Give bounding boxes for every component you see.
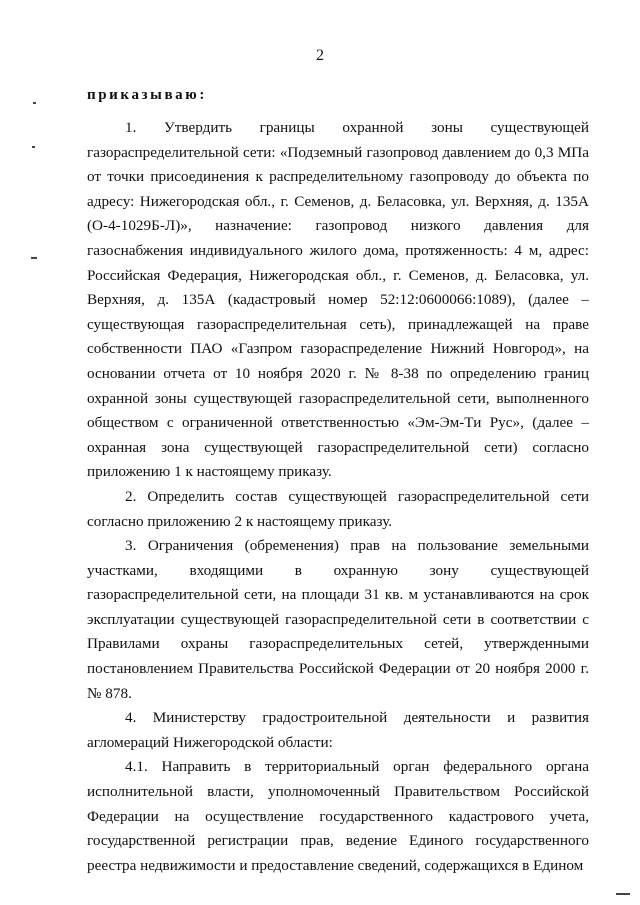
paragraph-4-1: 4.1. Направить в территориальный орган федерального органа исполнительной власти, уполномоченный Правительством Российской Федерации на осуществление государственного кадастрового учета, государственной регистрации прав, ведение Единого государственного реестра недвижимости и предоставление сведений, содержащихся в Едином bbox=[87, 758, 589, 874]
scan-mark bbox=[33, 102, 36, 104]
paragraph-1: 1. Утвердить границы охранной зоны существующей газораспределительной сети: «Подземный газопровод давлением до 0,3 МПа от точки присоединения к распределительному газопроводу до объекта по адресу: Нижегородская обл., г. Семенов, д. Беласовка, ул. Верхняя, д. 135А (О-4-1029Б-Л)», назначение: газопровод низкого давления для газоснабжения индивидуального жилого дома, протяженность: 4 м, адрес: Российская Федерация, Нижегородская обл., г. Семенов, д. Беласовка, ул. Верхняя, д. 135А (кадастровый номер 52:12:0600066:1089), (далее – существующая газораспределительная сеть), принадлежащей на праве собственности ПАО «Газпром газораспределение Нижний Новгород», на основании отчета от 10 ноября 2020 г. № 8-38 по определению границ охранной зоны существующей газораспределительной сети, выполненного обществом с ограниченной ответственностью «Эм-Эм-Ти Рус», (далее – охранная зона существующей газораспределительной сети) согласно приложению 1 к настоящему приказу. bbox=[87, 119, 589, 481]
scan-mark bbox=[32, 146, 35, 148]
scan-mark bbox=[616, 893, 630, 895]
page-number: 2 bbox=[316, 47, 324, 64]
document-body bbox=[87, 116, 589, 878]
paragraph-2: 2. Определить состав существующей газораспределительной сети согласно приложению 2 к настоящему приказу. bbox=[87, 487, 589, 530]
order-heading: приказываю: bbox=[87, 87, 207, 103]
scan-mark bbox=[31, 257, 37, 259]
paragraph-3: 3. Ограничения (обременения) прав на пользование земельными участками, входящими в охранную зону существующей газораспределительной сети, на площади 31 кв. м устанавливаются на срок эксплуатации существующей газораспределительной сети в соответствии с Правилами охраны газораспределительных сетей, утвержденными постановлением Правительства Российской Федерации от 20 ноября 2000 г. № 878. bbox=[87, 537, 589, 702]
paragraph-4: 4. Министерству градостроительной деятельности и развития агломераций Нижегородской области: bbox=[87, 709, 589, 751]
